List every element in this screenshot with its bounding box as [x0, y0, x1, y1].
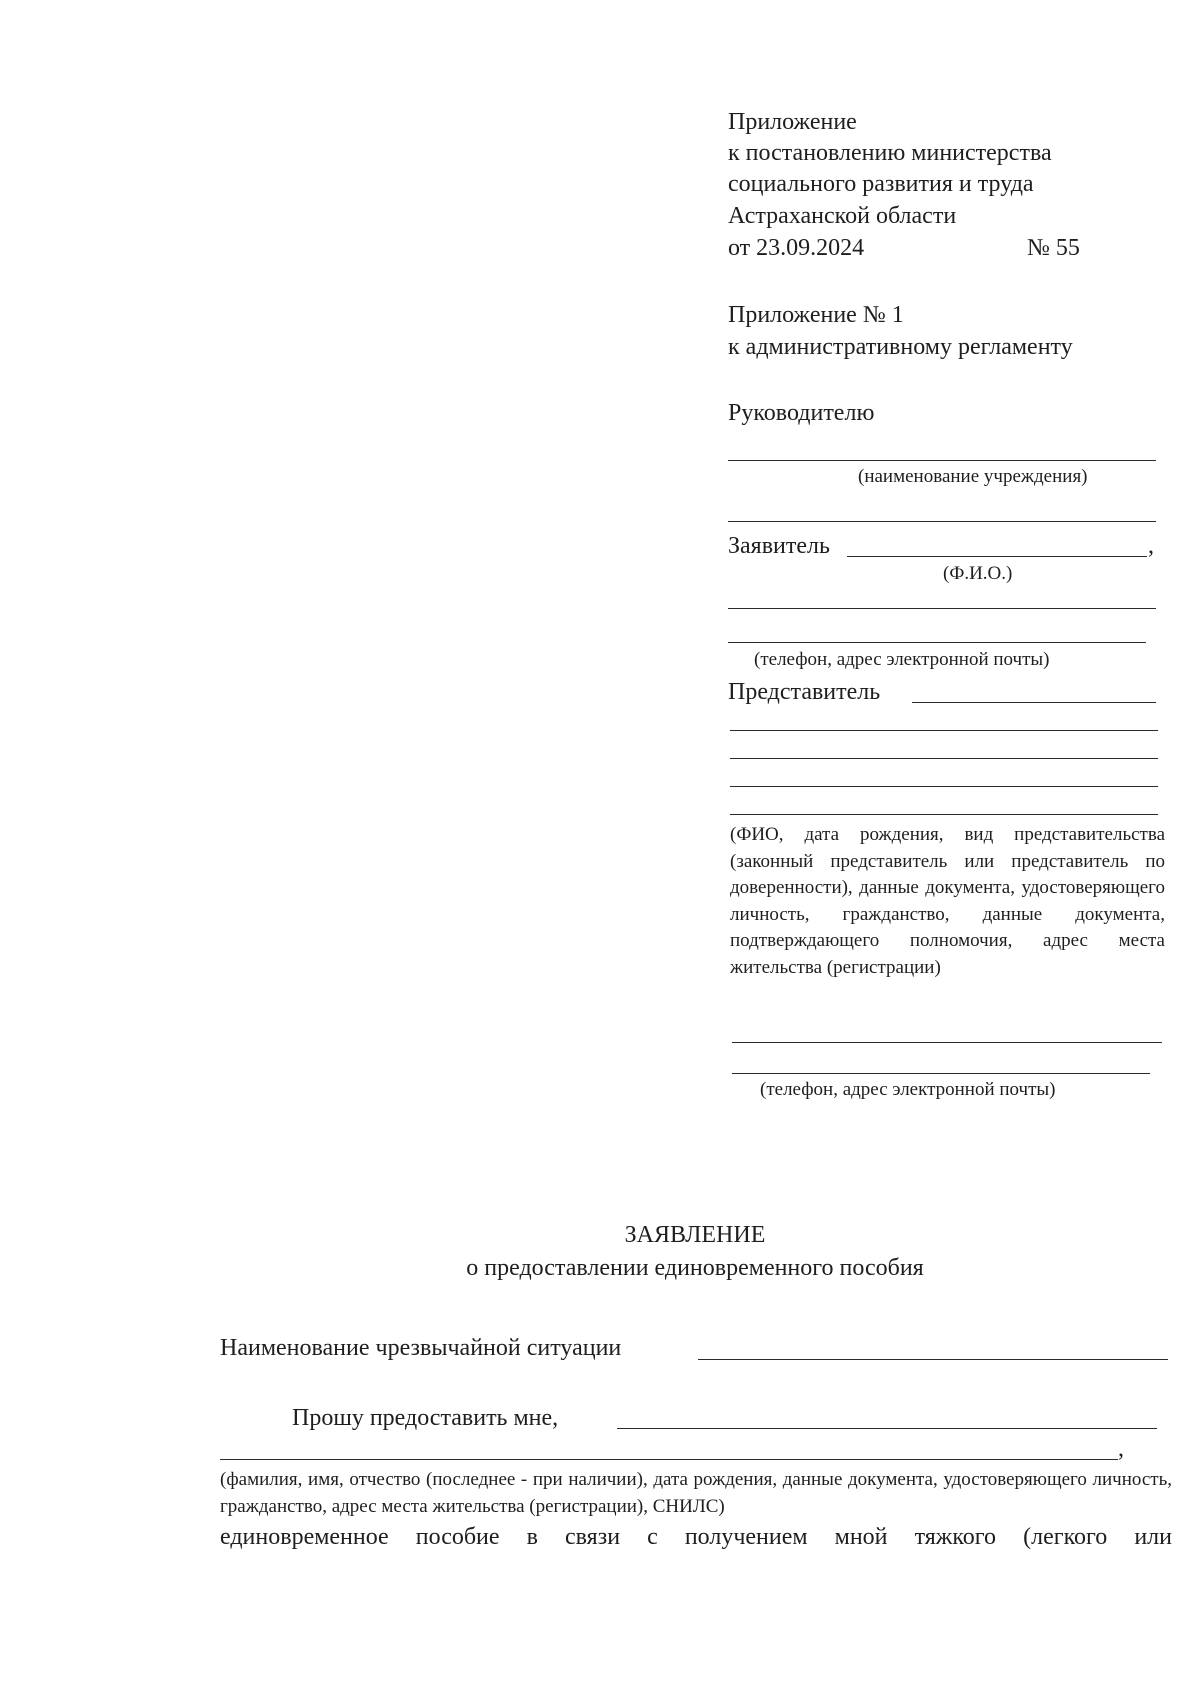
- statement-title: ЗАЯВЛЕНИЕ: [624, 1222, 766, 1248]
- appendix-line: Астраханской области: [728, 203, 957, 229]
- representative-contact-line: [732, 1073, 1150, 1074]
- request-line: [220, 1459, 1118, 1460]
- applicant-label: Заявитель: [728, 533, 830, 559]
- appendix-number: № 55: [1027, 235, 1080, 261]
- blank-line: [728, 521, 1156, 522]
- representative-contact-line: [732, 1042, 1162, 1043]
- representative-line: [912, 702, 1156, 703]
- body-text: единовременное пособие в связи с получением мной тяжкого (легкого или: [220, 1524, 1172, 1550]
- representative-line: [730, 814, 1158, 815]
- emergency-label: Наименование чрезвычайной ситуации: [220, 1335, 622, 1361]
- regulation-title: Приложение № 1: [728, 302, 904, 328]
- contact-caption: (телефон, адрес электронной почты): [754, 649, 1050, 670]
- addressee-label: Руководителю: [728, 400, 875, 426]
- applicant-contact-line: [728, 642, 1146, 643]
- representative-caption: (ФИО, дата рождения, вид представительства (законный представитель или представитель по доверенности), данные документа, удостоверяющего личность, гражданство, данные документа, подтверждающего полномочия, адрес места жительства (регистрации): [730, 824, 1165, 978]
- statement-subtitle: о предоставлении единовременного пособия: [466, 1255, 924, 1281]
- appendix-date: от 23.09.2024: [728, 235, 865, 261]
- request-label: Прошу предоставить мне,: [292, 1405, 559, 1431]
- person-caption: (фамилия, имя, отчество (последнее - при наличии), дата рождения, данные документа, удостоверяющего личность, гражданство, адрес места жительства (регистрации), СНИЛС): [220, 1469, 1172, 1517]
- appendix-title: Приложение: [728, 109, 857, 135]
- regulation-line: к административному регламенту: [728, 334, 1073, 360]
- contact-caption: (телефон, адрес электронной почты): [760, 1079, 1056, 1100]
- representative-line: [730, 730, 1158, 731]
- representative-label: Представитель: [728, 679, 881, 705]
- applicant-comma: ,: [1148, 533, 1154, 559]
- institution-line: [728, 460, 1156, 461]
- applicant-name-line: [847, 556, 1147, 557]
- appendix-line: к постановлению министерства: [728, 140, 1052, 166]
- request-comma: ,: [1118, 1436, 1124, 1462]
- representative-line: [730, 786, 1158, 787]
- applicant-address-line: [728, 608, 1156, 609]
- emergency-name-line: [698, 1359, 1168, 1360]
- institution-caption: (наименование учреждения): [858, 466, 1088, 487]
- representative-line: [730, 758, 1158, 759]
- appendix-line: социального развития и труда: [728, 171, 1034, 197]
- applicant-caption: (Ф.И.О.): [943, 563, 1013, 584]
- request-line: [617, 1428, 1157, 1429]
